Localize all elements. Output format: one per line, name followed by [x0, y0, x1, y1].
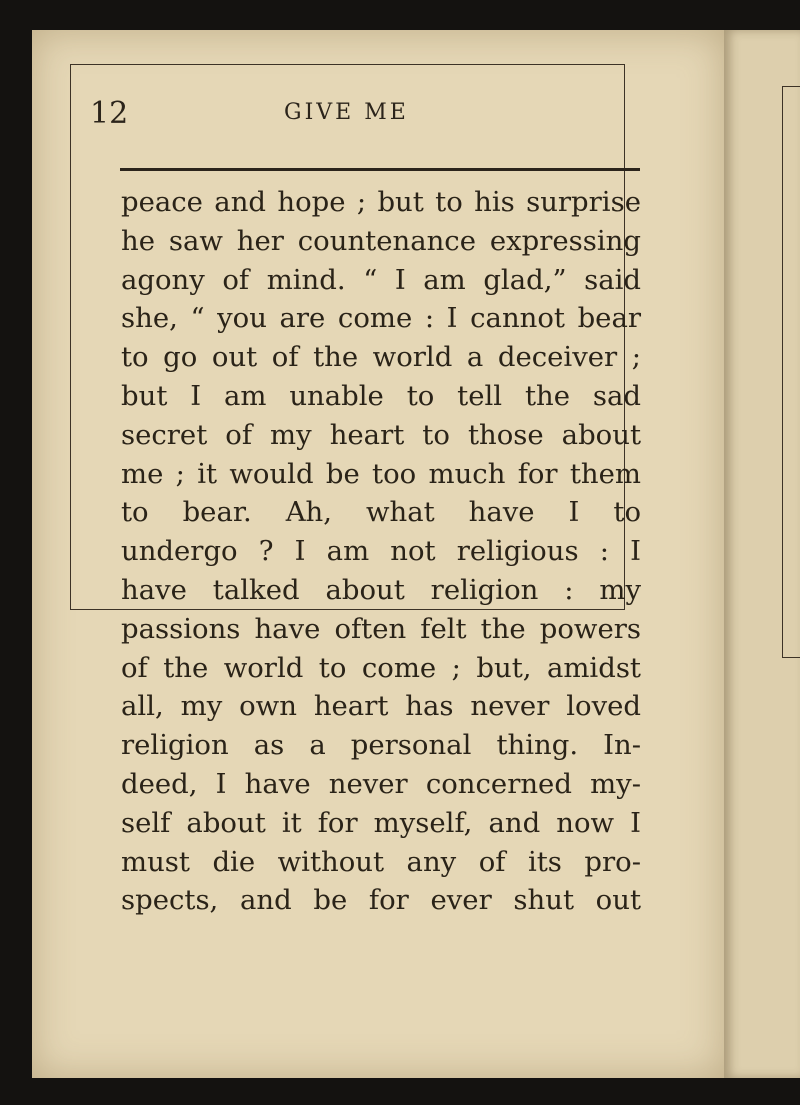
text-line: he saw her countenance expressing: [121, 224, 641, 257]
page-number: 12: [90, 96, 129, 131]
text-line: religion as a personal thing. In-: [121, 729, 641, 762]
text-line: she, “ you are come : I cannot bear: [121, 302, 641, 335]
text-line: passions have often felt the powers: [121, 612, 641, 645]
text-line: to bear. Ah, what have I to: [121, 496, 641, 529]
text-line: must die without any of its pro-: [121, 845, 641, 878]
text-line: secret of my heart to those about: [121, 418, 641, 451]
text-line: deed, I have never concerned my-: [121, 767, 641, 800]
text-line: peace and hope ; but to his surprise: [121, 186, 641, 218]
facing-page-frame: [782, 86, 800, 658]
text-line: undergo ? I am not religious : I: [121, 535, 641, 568]
text-line: all, my own heart has never loved: [121, 690, 641, 723]
text-line: me ; it would be too much for them: [121, 457, 641, 490]
text-line: but I am unable to tell the sad: [121, 379, 641, 412]
text-line: have talked about religion : my: [121, 573, 641, 606]
body-text: [121, 183, 641, 920]
running-title: GIVE ME: [284, 100, 409, 125]
text-line: agony of mind. “ I am glad,” said: [121, 263, 641, 296]
header-rule: [120, 168, 640, 171]
text-line: self about it for myself, and now I: [121, 806, 641, 839]
page-header: [90, 96, 625, 136]
facing-page-edge: [724, 30, 800, 1078]
text-line: to go out of the world a deceiver ;: [121, 341, 641, 374]
text-line: of the world to come ; but, amidst: [121, 651, 641, 684]
text-line: spects, and be for ever shut out: [121, 884, 641, 917]
